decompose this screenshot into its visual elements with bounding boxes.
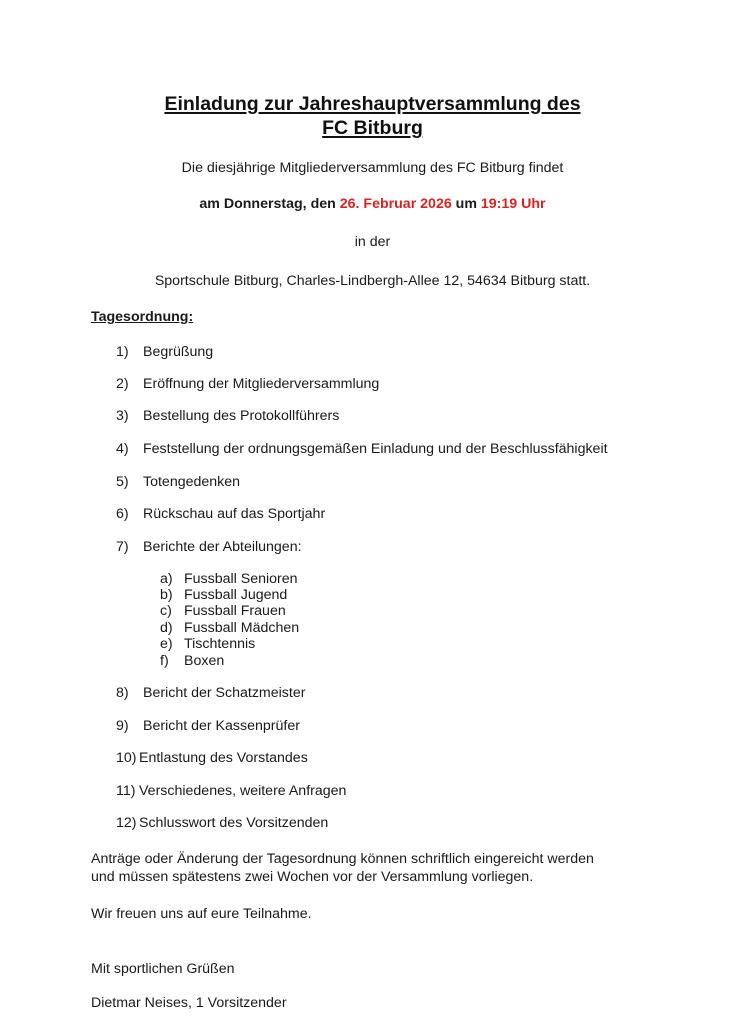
agenda-item-number: 2): [116, 376, 129, 392]
agenda-item-number: 9): [116, 718, 129, 734]
agenda-item-label: Verschiedenes, weitere Anfragen: [139, 783, 347, 799]
agenda-item-number: 12): [116, 815, 137, 831]
document-title-line-1: Einladung zur Jahreshauptversammlung des: [164, 93, 581, 115]
agenda-item-label: Begrüßung: [143, 344, 214, 360]
agenda-item-label: Totengedenken: [143, 474, 241, 490]
agenda-item-label: Feststellung der ordnungsgemäßen Einladung und der Beschlussfähigkeit: [143, 441, 608, 457]
agenda-item-number: 4): [116, 441, 129, 457]
agenda-item-label: Bericht der Kassenprüfer: [143, 718, 300, 734]
date-line: [0, 196, 745, 212]
department-letter: c): [160, 603, 172, 619]
agenda-item-label: Entlastung des Vorstandes: [139, 750, 308, 766]
meeting-time: 19:19 Uhr: [480, 196, 546, 212]
agenda-item-label: Eröffnung der Mitgliederversammlung: [143, 376, 380, 392]
department-letter: b): [160, 587, 173, 603]
agenda-heading: Tagesordnung:: [91, 309, 194, 325]
department-label: Fussball Frauen: [184, 603, 286, 619]
department-label: Boxen: [184, 653, 225, 669]
department-letter: a): [160, 571, 173, 587]
closing-text: Wir freuen uns auf eure Teilnahme.: [91, 906, 312, 922]
department-label: Fussball Senioren: [184, 571, 298, 587]
agenda-item-number: 10): [116, 750, 137, 766]
agenda-item-number: 11): [116, 783, 136, 799]
date-prefix: am Donnerstag, den: [199, 196, 340, 212]
department-letter: f): [160, 653, 169, 669]
in-der-text: in der: [354, 234, 391, 250]
agenda-item-label: Bestellung des Protokollführers: [143, 408, 340, 424]
agenda-item-number: 7): [116, 539, 129, 555]
notice-line-2: und müssen spätestens zwei Wochen vor der Versammlung vorliegen.: [91, 869, 534, 885]
greeting-text: Mit sportlichen Grüßen: [91, 961, 235, 977]
department-letter: d): [160, 620, 173, 636]
agenda-item-label: Berichte der Abteilungen:: [143, 539, 302, 555]
agenda-item-number: 8): [116, 685, 129, 701]
department-label: Fussball Jugend: [184, 587, 288, 603]
intro-text: Die diesjährige Mitgliederversammlung des FC Bitburg findet: [181, 160, 564, 176]
agenda-item-number: 1): [116, 344, 129, 360]
agenda-item-label: Schlusswort des Vorsitzenden: [139, 815, 329, 831]
meeting-date: 26. Februar 2026: [339, 196, 452, 212]
document-title-line-2: FC Bitburg: [322, 117, 423, 139]
agenda-item-label: Bericht der Schatzmeister: [143, 685, 306, 701]
department-letter: e): [160, 636, 173, 652]
signature-text: Dietmar Neises, 1 Vorsitzender: [91, 995, 287, 1011]
agenda-item-label: Rückschau auf das Sportjahr: [143, 506, 326, 522]
location-text: Sportschule Bitburg, Charles-Lindbergh-Allee 12, 54634 Bitburg statt.: [154, 273, 591, 289]
department-label: Tischtennis: [184, 636, 256, 652]
notice-line-1: Anträge oder Änderung der Tagesordnung können schriftlich eingereicht werden: [91, 851, 594, 867]
agenda-item-number: 5): [116, 474, 129, 490]
date-middle: um: [451, 196, 481, 212]
department-label: Fussball Mädchen: [184, 620, 300, 636]
agenda-item-number: 3): [116, 408, 129, 424]
agenda-item-number: 6): [116, 506, 129, 522]
